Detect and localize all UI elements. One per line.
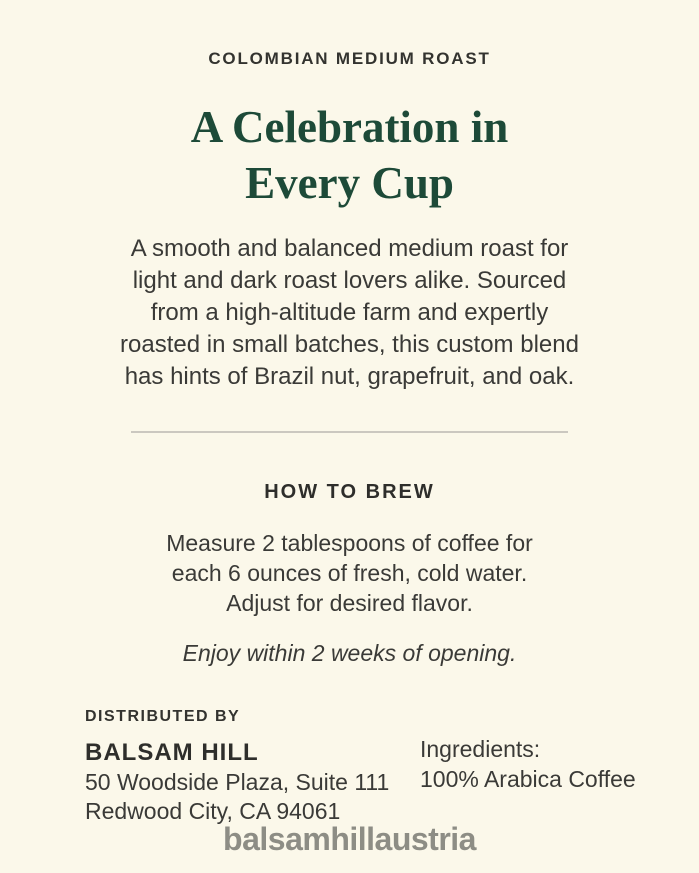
distributed-by-label: DISTRIBUTED BY — [85, 708, 241, 725]
distributor-name: BALSAM HILL — [85, 739, 259, 766]
ingredients-block — [420, 708, 636, 794]
roast-kicker: COLOMBIAN MEDIUM ROAST — [208, 49, 491, 68]
freshness-note: Enjoy within 2 weeks of opening. — [182, 640, 517, 666]
page-title — [0, 99, 699, 211]
watermark: balsamhillaustria — [223, 821, 476, 857]
distributor-address-line-2: Redwood City, CA 94061 — [85, 798, 341, 824]
description-line-4: roasted in small batches, this custom blend — [120, 331, 579, 358]
brew-instruction-line-2: each 6 ounces of fresh, cold water. — [171, 560, 528, 586]
description-line-1: A smooth and balanced medium roast for — [130, 235, 569, 262]
distributor-address-line-1: 50 Woodside Plaza, Suite 111 — [85, 769, 390, 795]
brew-instruction-line-1: Measure 2 tablespoons of coffee for — [166, 530, 533, 556]
footer — [85, 708, 636, 826]
brew-instruction-line-3: Adjust for desired flavor. — [226, 590, 473, 616]
brew-instructions — [0, 528, 699, 618]
brew-heading: HOW TO BREW — [264, 481, 435, 503]
title-line-1: A Celebration in — [190, 102, 509, 152]
description-paragraph — [0, 233, 699, 393]
description-line-5: has hints of Brazil nut, grapefruit, and oak. — [124, 363, 575, 390]
description-line-2: light and dark roast lovers alike. Sourced — [132, 267, 567, 294]
ingredients-label: Ingredients: — [420, 736, 541, 762]
ingredients-value: 100% Arabica Coffee — [420, 766, 636, 792]
section-divider — [131, 431, 568, 433]
title-line-2: Every Cup — [245, 158, 454, 208]
distributor-block — [85, 708, 420, 826]
description-line-3: from a high-altitude farm and expertly — [150, 299, 549, 326]
